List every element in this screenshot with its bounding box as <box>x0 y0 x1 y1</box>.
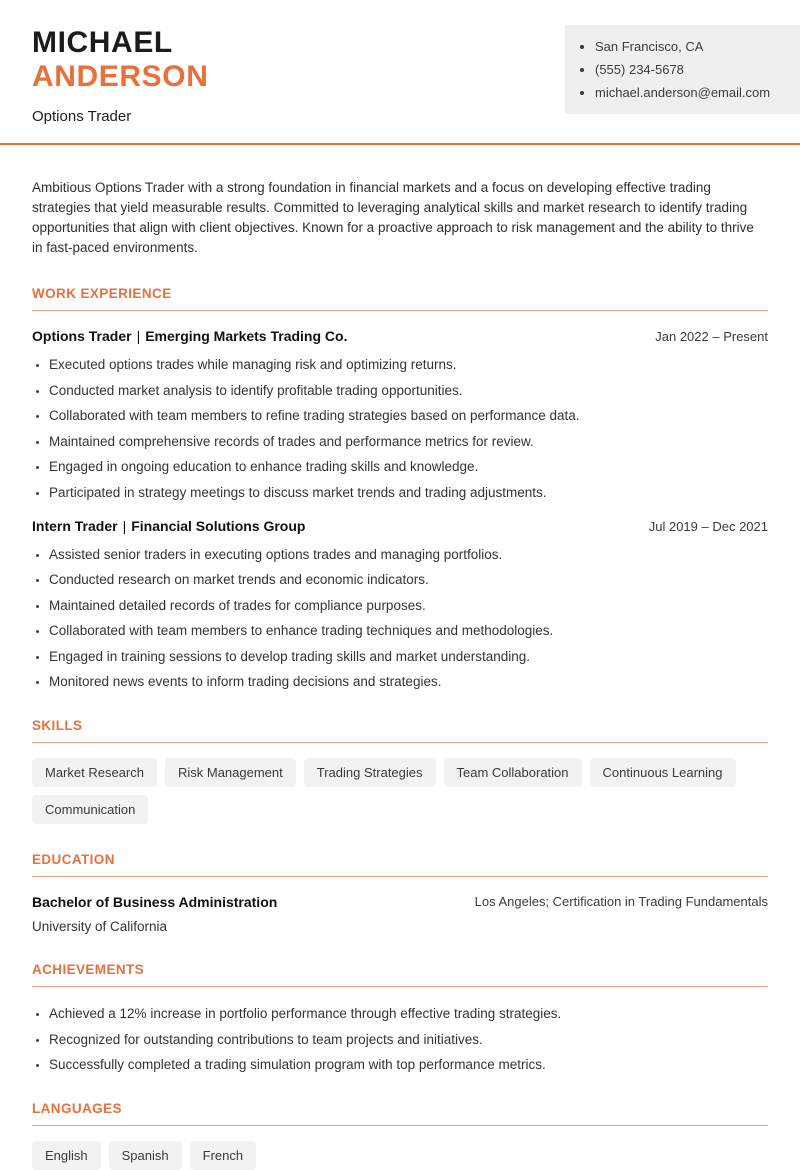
section-heading-skills: SKILLS <box>32 718 768 743</box>
bullet-item: • Collaborated with team members to refine trading strategies based on performance data. <box>49 408 768 424</box>
bullet-item: • Conducted market analysis to identify profitable trading opportunities. <box>49 383 768 399</box>
section-heading-languages: LANGUAGES <box>32 1101 768 1126</box>
contact-list <box>579 35 784 104</box>
job-separator: | <box>136 328 141 344</box>
languages-chip-list <box>32 1141 768 1170</box>
job-bullet-list <box>32 357 768 501</box>
job-company: Financial Solutions Group <box>131 517 306 534</box>
job-role: Options Trader <box>32 328 132 344</box>
skill-chip: Risk Management <box>165 758 296 787</box>
candidate-job-title: Options Trader <box>32 108 132 125</box>
job-head <box>32 328 768 344</box>
section-skills <box>32 718 768 824</box>
bullet-item: • Achieved a 12% increase in portfolio performance through effective trading strategies. <box>49 1006 768 1022</box>
header-name-block <box>32 26 208 125</box>
bullet-item: • Collaborated with team members to enhance trading techniques and methodologies. <box>49 623 768 639</box>
resume-body <box>0 178 800 1170</box>
section-heading-education: EDUCATION <box>32 852 768 877</box>
bullet-item: • Maintained comprehensive records of trades and performance metrics for review. <box>49 434 768 450</box>
skill-chip: Continuous Learning <box>590 758 736 787</box>
job-title-line <box>32 328 347 344</box>
job-head <box>32 518 768 534</box>
job-entry <box>32 518 768 691</box>
summary-paragraph: Ambitious Options Trader with a strong foundation in financial markets and a focus on developing effective trading strategies that yield measurable results. Committed to leveraging analytical skills and market research to identify trading opportunities that align with client objectives. Known for a proactive approach to risk management and the ability to thrive in fast-paced environments. <box>32 180 754 255</box>
last-name: ANDERSON <box>32 60 209 93</box>
job-separator: | <box>122 517 127 534</box>
education-entry <box>32 894 768 934</box>
bullet-item: • Maintained detailed records of trades for compliance purposes. <box>49 598 768 614</box>
candidate-name <box>32 26 208 94</box>
section-heading-achievements: ACHIEVEMENTS <box>32 962 768 987</box>
section-languages <box>32 1101 768 1170</box>
education-location-detail: Los Angeles; Certification in Trading Fundamentals <box>474 894 768 909</box>
section-achievements <box>32 962 768 1073</box>
bullet-item: • Engaged in training sessions to develop trading skills and market understanding. <box>49 649 768 665</box>
job-dates: Jan 2022 – Present <box>655 329 768 344</box>
education-degree: Bachelor of Business Administration <box>32 894 278 910</box>
section-education <box>32 852 768 934</box>
job-dates: Jul 2019 – Dec 2021 <box>648 518 768 534</box>
resume-header <box>0 0 800 125</box>
language-chip: Spanish <box>109 1141 182 1170</box>
bullet-item: • Monitored news events to inform trading decisions and strategies. <box>49 674 768 690</box>
bullet-item: • Assisted senior traders in executing options trades and managing portfolios. <box>49 547 768 563</box>
first-name: MICHAEL <box>32 26 173 59</box>
job-entry <box>32 328 768 501</box>
bullet-item: • Participated in strategy meetings to discuss market trends and trading adjustments. <box>49 485 768 501</box>
language-chip: French <box>190 1141 256 1170</box>
header-divider <box>0 143 800 145</box>
language-chip: English <box>32 1141 101 1170</box>
job-company: Emerging Markets Trading Co. <box>145 328 348 344</box>
contact-box <box>565 25 800 114</box>
contact-location: • San Francisco, CA <box>595 35 784 58</box>
section-heading-work: WORK EXPERIENCE <box>32 286 768 311</box>
job-title-line <box>32 518 305 534</box>
job-bullet-list <box>32 547 768 691</box>
contact-email: • michael.anderson@email.com <box>595 81 784 104</box>
bullet-item: • Executed options trades while managing risk and optimizing returns. <box>49 357 768 373</box>
job-role: Intern Trader <box>32 517 118 534</box>
education-school: University of California <box>32 919 168 934</box>
skill-chip: Communication <box>32 795 148 824</box>
skill-chip: Trading Strategies <box>304 758 436 787</box>
education-main <box>32 894 277 934</box>
bullet-item: • Successfully completed a trading simulation program with top performance metrics. <box>49 1057 768 1073</box>
contact-phone: • (555) 234-5678 <box>595 58 784 81</box>
achievements-list <box>32 1006 768 1073</box>
skills-chip-list <box>32 758 768 824</box>
section-work-experience <box>32 286 768 690</box>
bullet-item: • Conducted research on market trends and economic indicators. <box>49 572 768 588</box>
bullet-item: • Engaged in ongoing education to enhance trading skills and knowledge. <box>49 459 768 475</box>
skill-chip: Market Research <box>32 758 157 787</box>
bullet-item: • Recognized for outstanding contributions to team projects and initiatives. <box>49 1032 768 1048</box>
skill-chip: Team Collaboration <box>444 758 582 787</box>
